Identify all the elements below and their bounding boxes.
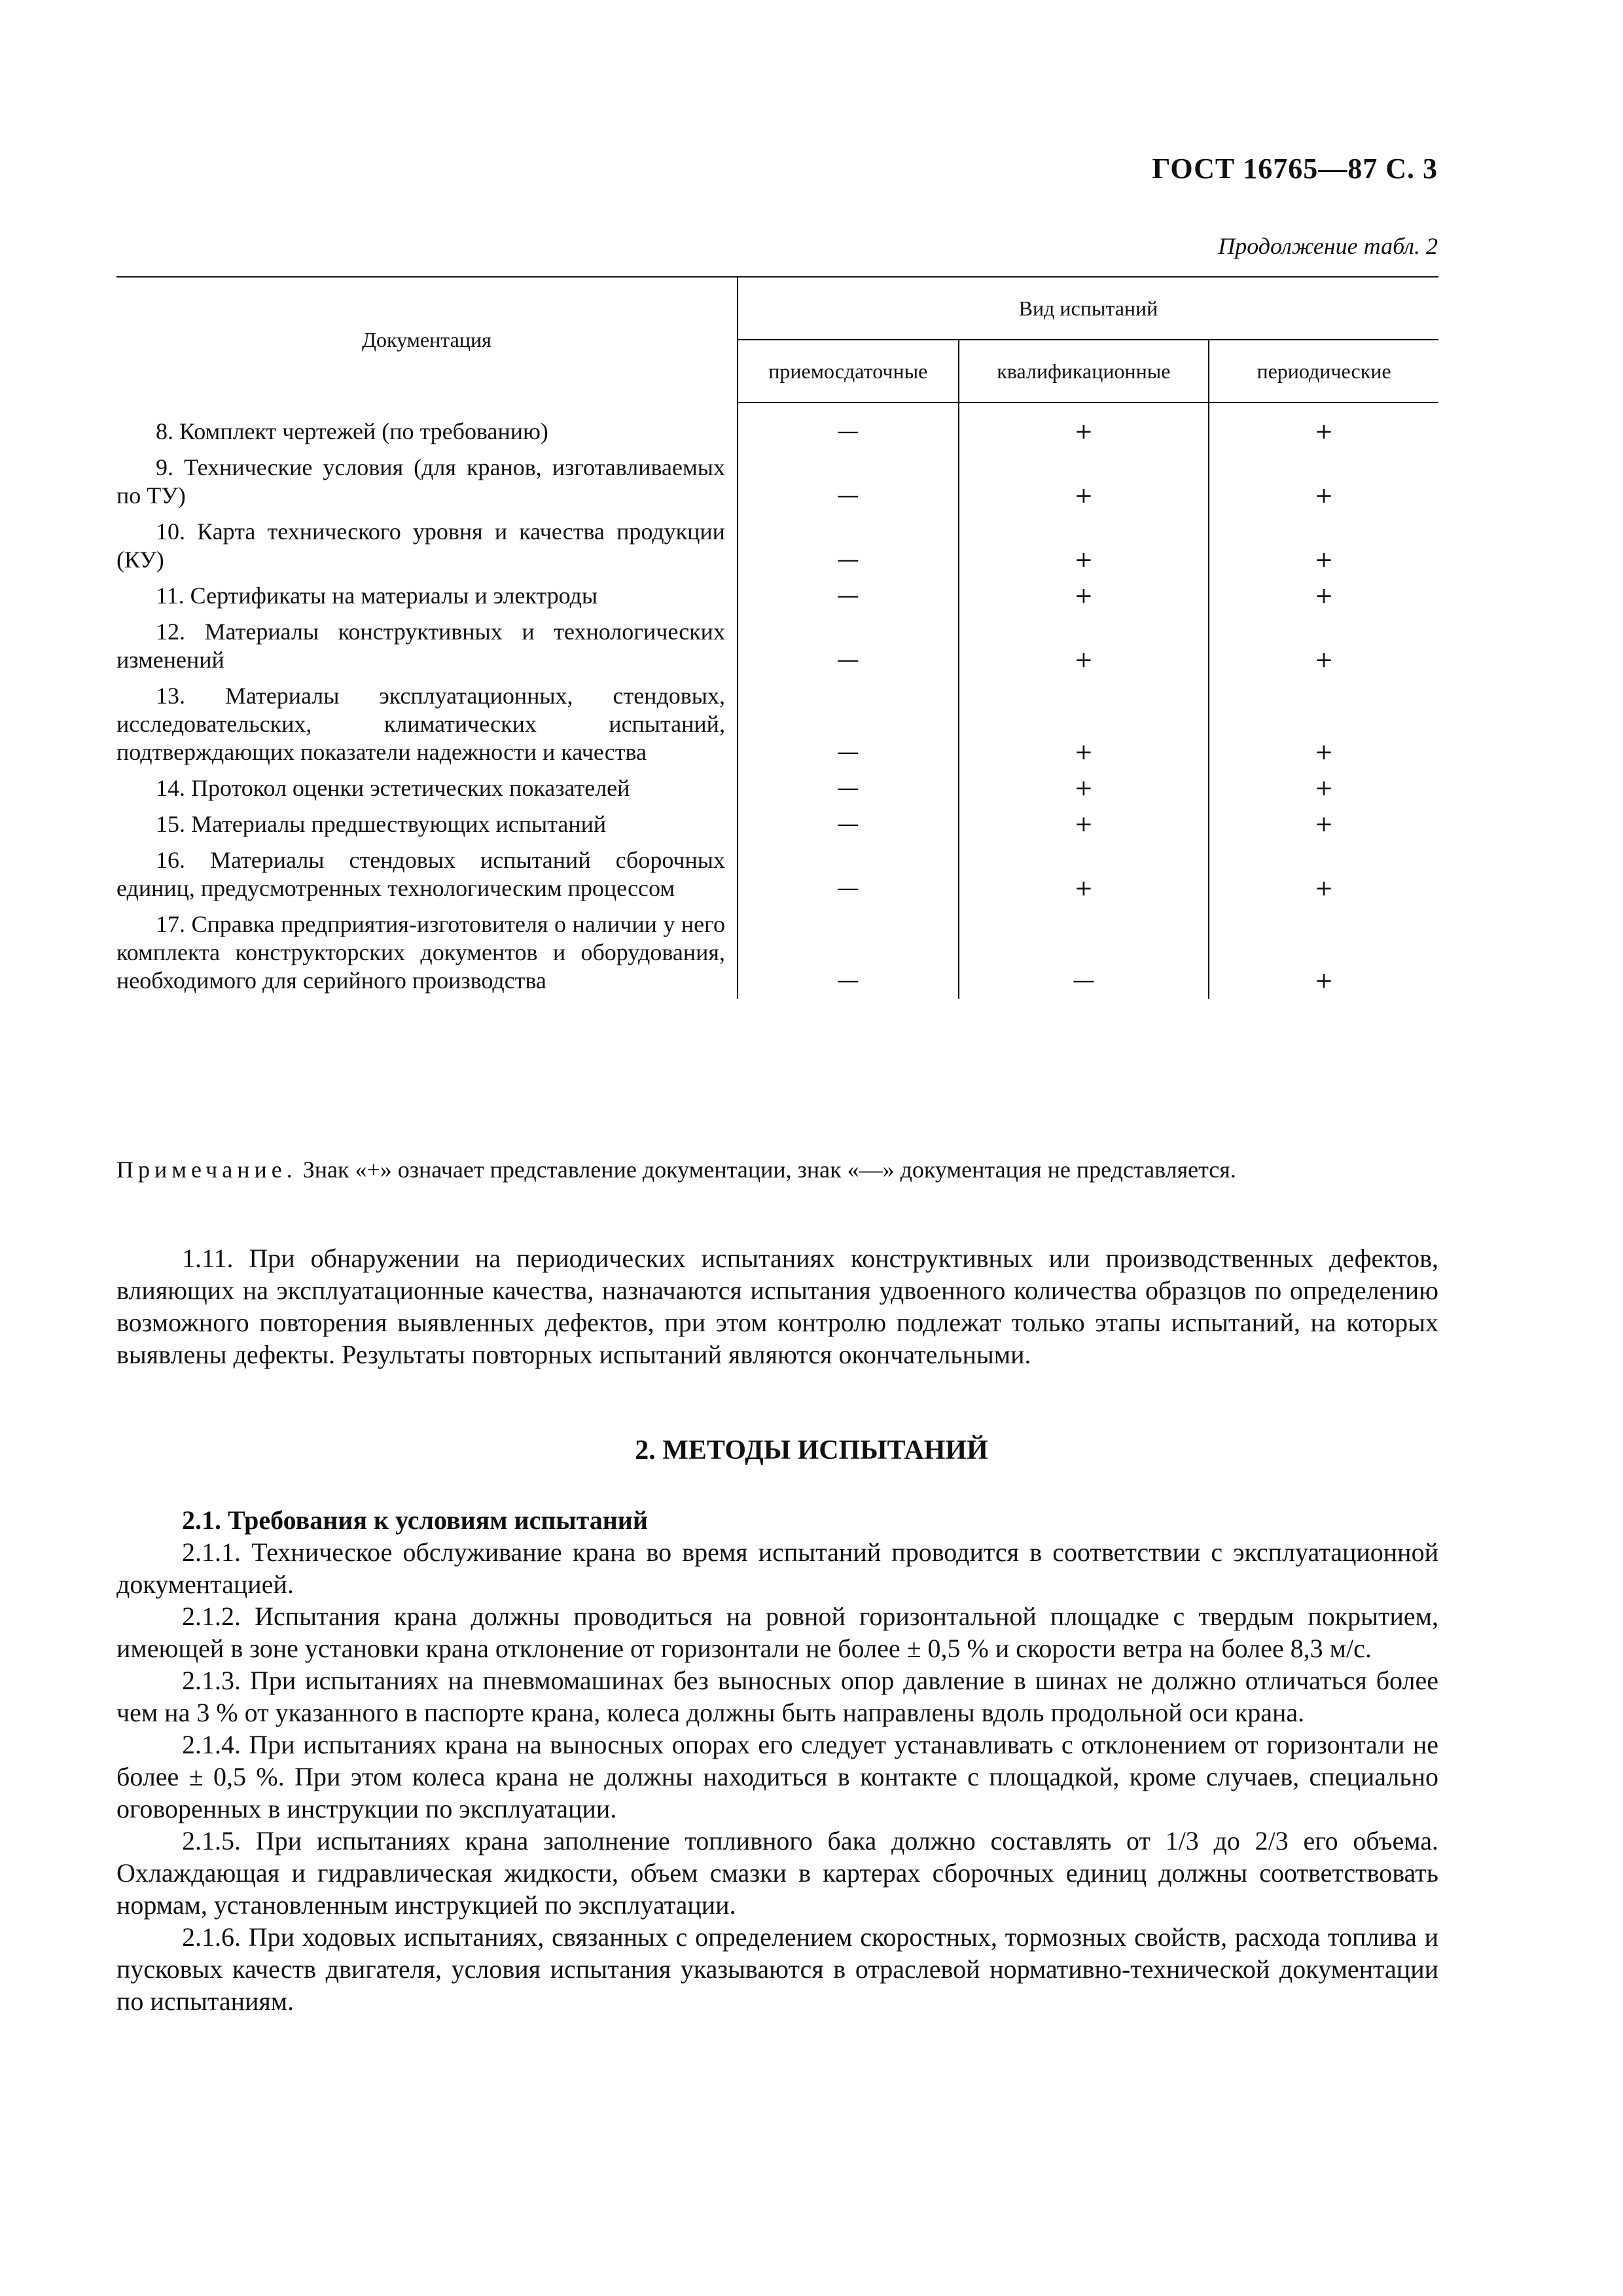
table-row [116,806,1438,842]
mark-qualification: + [959,806,1209,842]
table-row [116,842,1438,906]
mark-acceptance: — [738,770,959,806]
mark-periodic: + [1209,578,1438,614]
col-header-periodic: периодические [1209,340,1438,403]
table-row [116,403,1438,450]
row-name: 13. Материалы эксплуатационных, стендовых, исследовательских, климатических испытаний, подтверждающих показатели надежности и качества [116,683,725,765]
col-header-acceptance: приемосдаточные [738,340,959,403]
row-name: 9. Технические условия (для кранов, изготавливаемых по ТУ) [116,454,725,509]
mark-periodic: + [1209,906,1438,999]
mark-qualification: + [959,842,1209,906]
mark-acceptance: — [738,578,959,614]
subsection-body [116,1504,1438,2017]
mark-periodic: + [1209,806,1438,842]
mark-acceptance: — [738,614,959,678]
mark-qualification: + [959,578,1209,614]
row-name: 8. Комплект чертежей (по требованию) [156,418,548,444]
row-name: 16. Материалы стендовых испытаний сборочных единиц, предусмотренных технологическим процессом [116,847,725,901]
mark-qualification: + [959,403,1209,450]
paragraph-2-1-6: 2.1.6. При ходовых испытаниях, связанных с определением скоростных, тормозных свойств, расхода топлива и пусковых качеств двигателя, условия испытания указываются в отраслевой нормативно-технической документации по испытаниям. [116,1922,1438,2016]
note-label: Примечание. [116,1157,297,1183]
mark-acceptance: — [738,403,959,450]
mark-qualification: + [959,614,1209,678]
mark-periodic: + [1209,614,1438,678]
paragraph-2-1-3: 2.1.3. При испытаниях на пневмомашинах без выносных опор давление в шинах не должно отличаться более чем на 3 % от указанного в паспорте крана, колеса должны быть направлены вдоль продольной оси крана. [116,1666,1438,1727]
table-row [116,450,1438,514]
col-header-documentation: Документация [116,277,738,403]
row-name: 14. Протокол оценки эстетических показателей [156,775,630,801]
mark-acceptance: — [738,514,959,578]
row-name: 10. Карта технического уровня и качества продукции (КУ) [116,518,725,573]
section-title: 2. МЕТОДЫ ИСПЫТАНИЙ [635,1435,988,1465]
paragraph-2-1-5: 2.1.5. При испытаниях крана заполнение топливного бака должно составлять от 1/3 до 2/3 его объема. Охлаждающая и гидравлическая жидкости, объем смазки в картерах сборочных единиц должны соответствовать нормам, установленным инструкцией по эксплуатации. [116,1826,1438,1920]
row-name: 17. Справка предприятия-изготовителя о наличии у него комплекта конструкторских документов и оборудования, необходимого для серийного производства [116,911,725,994]
page-header: ГОСТ 16765—87 С. 3 [1152,152,1438,185]
table-row [116,514,1438,578]
mark-acceptance: — [738,450,959,514]
row-name: 12. Материалы конструктивных и технологических изменений [116,619,725,673]
note-text: Знак «+» означает представление документации, знак «—» документация не представляется. [302,1157,1236,1183]
table-row [116,678,1438,770]
row-name: 15. Материалы предшествующих испытаний [156,811,607,837]
mark-periodic: + [1209,678,1438,770]
mark-acceptance: — [738,678,959,770]
paragraph-1-11: 1.11. При обнаружении на периодических испытаниях конструктивных или производственных дефектов, влияющих на эксплуатационные качества, назначаются испытания удвоенного количества образцов по определению возможного повторения выявленных дефектов, при этом контролю подлежат только этапы испытаний, на которых выявлены дефекты. Результаты повторных испытаний являются окончательными. [116,1244,1438,1369]
table-row [116,906,1438,999]
mark-acceptance: — [738,906,959,999]
mark-acceptance: — [738,806,959,842]
mark-acceptance: — [738,842,959,906]
table-caption: Продолжение табл. 2 [1218,233,1438,259]
mark-qualification: + [959,514,1209,578]
mark-periodic: + [1209,403,1438,450]
subsection-title: 2.1. Требования к условиям испытаний [182,1505,648,1535]
mark-periodic: + [1209,450,1438,514]
mark-periodic: + [1209,770,1438,806]
col-header-test-type: Вид испытаний [738,277,1438,340]
mark-periodic: + [1209,842,1438,906]
mark-qualification: + [959,678,1209,770]
table-row [116,770,1438,806]
table-row [116,614,1438,678]
paragraph-2-1-2: 2.1.2. Испытания крана должны проводиться на ровной горизонтальной площадке с твердым покрытием, имеющей в зоне установки крана отклонение от горизонтали не более ± 0,5 % и скорости ветра на более 8,3 м/с. [116,1602,1438,1663]
mark-qualification: + [959,450,1209,514]
row-name: 11. Сертификаты на материалы и электроды [156,583,598,609]
mark-qualification: + [959,770,1209,806]
documentation-table [116,276,1438,999]
table-row [116,578,1438,614]
col-header-qualification: квалификационные [959,340,1209,403]
paragraph-2-1-4: 2.1.4. При испытаниях крана на выносных опорах его следует устанавливать с отклонением от горизонтали не более ± 0,5 %. При этом колеса крана не должны находиться в контакте с площадкой, кроме случаев, специально оговоренных в инструкции по эксплуатации. [116,1730,1438,1823]
mark-periodic: + [1209,514,1438,578]
paragraph-2-1-1: 2.1.1. Техническое обслуживание крана во время испытаний проводится в соответствии с эксплуатационной документацией. [116,1537,1438,1599]
table-note [116,1155,1438,1184]
mark-qualification: — [959,906,1209,999]
